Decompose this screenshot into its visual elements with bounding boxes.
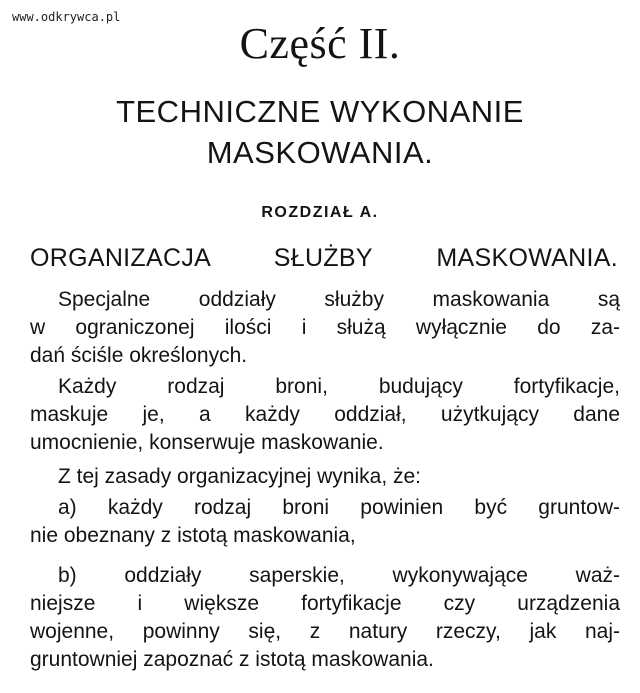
body-line: umocnienie, konserwuje maskowanie.: [30, 431, 384, 454]
body-line: Każdy rodzaj broni, budujący fortyfikacje,: [58, 375, 620, 398]
body-line: nie obeznany z istotą maskowania,: [30, 524, 356, 547]
body-line: a) każdy rodzaj broni powinien być gruntow-: [58, 496, 620, 519]
body-line: Z tej zasady organizacyjnej wynika, że:: [58, 465, 421, 488]
body-line: niejsze i większe fortyfikacje czy urządzenia: [30, 592, 620, 615]
section-heading-line-1: TECHNICZNE WYKONANIE: [116, 94, 524, 129]
part-title: Część II.: [239, 19, 401, 68]
body-line: wojenne, powinny się, z natury rzeczy, jak naj-: [30, 620, 620, 643]
chapter-title: ORGANIZACJA SŁUŻBY MASKOWANIA.: [30, 244, 618, 272]
body-line: gruntowniej zapoznać z istotą maskowania.: [30, 648, 434, 671]
body-line: maskuje je, a każdy oddział, użytkujący dane: [30, 403, 620, 426]
body-line: w ograniczonej ilości i służą wyłącznie do za-: [30, 316, 620, 339]
body-line: Specjalne oddziały służby maskowania są: [58, 288, 620, 311]
body-line: b) oddziały saperskie, wykonywające waż-: [58, 564, 620, 587]
chapter-label: ROZDZIAŁ A.: [261, 204, 379, 221]
section-heading-line-2: MASKOWANIA.: [206, 135, 434, 170]
body-line: dań ściśle określonych.: [30, 344, 248, 367]
watermark-text: www.odkrywca.pl: [12, 10, 121, 24]
